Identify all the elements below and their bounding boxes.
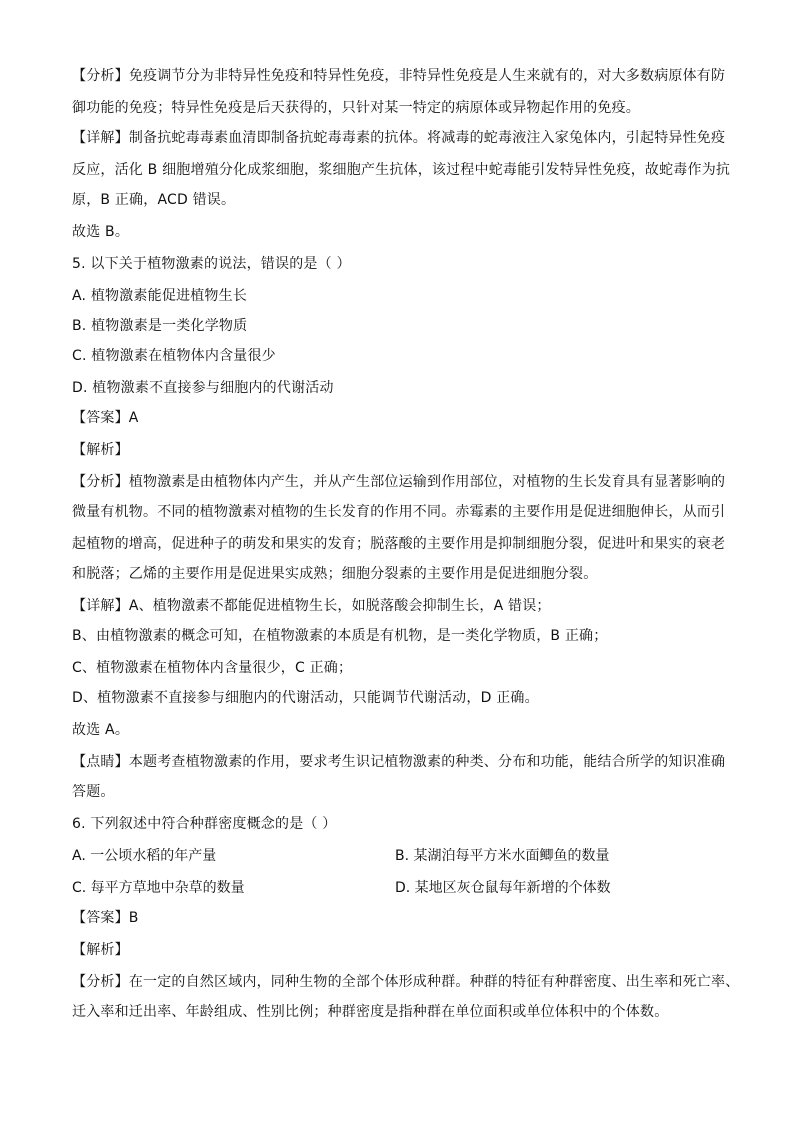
q5-detail-line-1 [72, 596, 551, 616]
detail-text: A、植物激素不都能促进植物生长，如脱落酸会抑制生长，A 错误； [128, 598, 551, 614]
q5-conclusion: 故选 A。 [72, 722, 130, 738]
q4-detail-line-3: 原，B 正确，ACD 错误。 [72, 192, 236, 208]
q5-option-b: B. 植物激素是一类化学物质 [72, 318, 248, 334]
q5-option-a: A. 植物激素能促进植物生长 [72, 288, 248, 304]
analysis-tag: 【分析】 [72, 68, 129, 84]
q5-point-line-1 [72, 752, 725, 772]
q5-option-d: D. 植物激素不直接参与细胞内的代谢活动 [72, 380, 334, 396]
q6-analysis-line-2: 迁入率和迁出率、年龄组成、性别比例；种群密度是指种群在单位面积或单位体积中的个体数。 [72, 1004, 669, 1020]
q4-analysis-line-2: 御功能的免疫；特异性免疫是后天获得的，只针对某一特定的病原体或异物起作用的免疫。 [72, 100, 640, 116]
q4-analysis-line-1 [72, 66, 725, 86]
q6-jiexi-heading: 【解析】 [72, 942, 129, 958]
q6-stem: 6. 下列叙述中符合种群密度概念的是（ ） [72, 816, 337, 832]
q5-jiexi-heading: 【解析】 [72, 442, 129, 458]
q5-detail-line-3: C、植物激素在植物体内含量很少，C 正确； [72, 660, 353, 676]
q6-answer: 【答案】B [72, 910, 139, 926]
analysis-tag: 【分析】 [72, 474, 129, 490]
point-text: 本题考查植物激素的作用，要求考生识记植物激素的种类、分布和功能，能结合所学的知识准确 [128, 754, 726, 770]
q5-option-c: C. 植物激素在植物体内含量很少 [72, 348, 276, 364]
q4-detail-line-1 [72, 128, 725, 148]
analysis-tag: 【分析】 [72, 974, 129, 990]
detail-text: 制备抗蛇毒毒素血清即制备抗蛇毒毒素的抗体。将减毒的蛇毒液注入家兔体内，引起特异性免疫 [128, 130, 726, 146]
q6-option-d: D. 某地区灰仓鼠每年新增的个体数 [395, 880, 611, 896]
q5-analysis-line-2: 微量有机物。不同的植物激素对植物的生长发育的作用不同。赤霉素的主要作用是促进细胞伸长，从而引 [72, 504, 726, 520]
q6-analysis-line-1 [72, 972, 739, 992]
q4-detail-line-2: 反应，活化 B 细胞增殖分化成浆细胞，浆细胞产生抗体，该过程中蛇毒能引发特异性免疫，故蛇毒作为抗 [72, 162, 731, 178]
analysis-text: 免疫调节分为非特异性免疫和特异性免疫，非特异性免疫是人生来就有的，对大多数病原体有防 [128, 68, 726, 84]
analysis-text: 在一定的自然区域内，同种生物的全部个体形成种群。种群的特征有种群密度、出生率和死亡率、 [128, 974, 740, 990]
q5-point-line-2: 答题。 [72, 784, 115, 800]
q5-stem: 5. 以下关于植物激素的说法，错误的是（ ） [72, 256, 351, 272]
q5-analysis-line-3: 起植物的增高，促进种子的萌发和果实的发育；脱落酸的主要作用是抑制细胞分裂，促进叶和果实的衰老 [72, 536, 726, 552]
analysis-text: 植物激素是由植物体内产生，并从产生部位运输到作用部位，对植物的生长发育具有显著影响的 [128, 474, 726, 490]
detail-tag: 【详解】 [72, 598, 129, 614]
q6-option-c: C. 每平方草地中杂草的数量 [72, 880, 245, 896]
q4-conclusion: 故选 B。 [72, 224, 130, 240]
q5-answer: 【答案】A [72, 410, 139, 426]
q6-option-a: A. 一公顷水稻的年产量 [72, 848, 217, 864]
q5-analysis-line-4: 和脱落；乙烯的主要作用是促进果实成熟；细胞分裂素的主要作用是促进细胞分裂。 [72, 566, 598, 582]
q6-option-b: B. 某湖泊每平方米水面鲫鱼的数量 [395, 848, 610, 864]
q5-detail-line-4: D、植物激素不直接参与细胞内的代谢活动，只能调节代谢活动，D 正确。 [72, 690, 539, 706]
detail-tag: 【详解】 [72, 130, 129, 146]
point-tag: 【点睛】 [72, 754, 129, 770]
q5-analysis-line-1 [72, 472, 725, 492]
q5-detail-line-2: B、由植物激素的概念可知，在植物激素的本质是有机物，是一类化学物质，B 正确； [72, 628, 608, 644]
